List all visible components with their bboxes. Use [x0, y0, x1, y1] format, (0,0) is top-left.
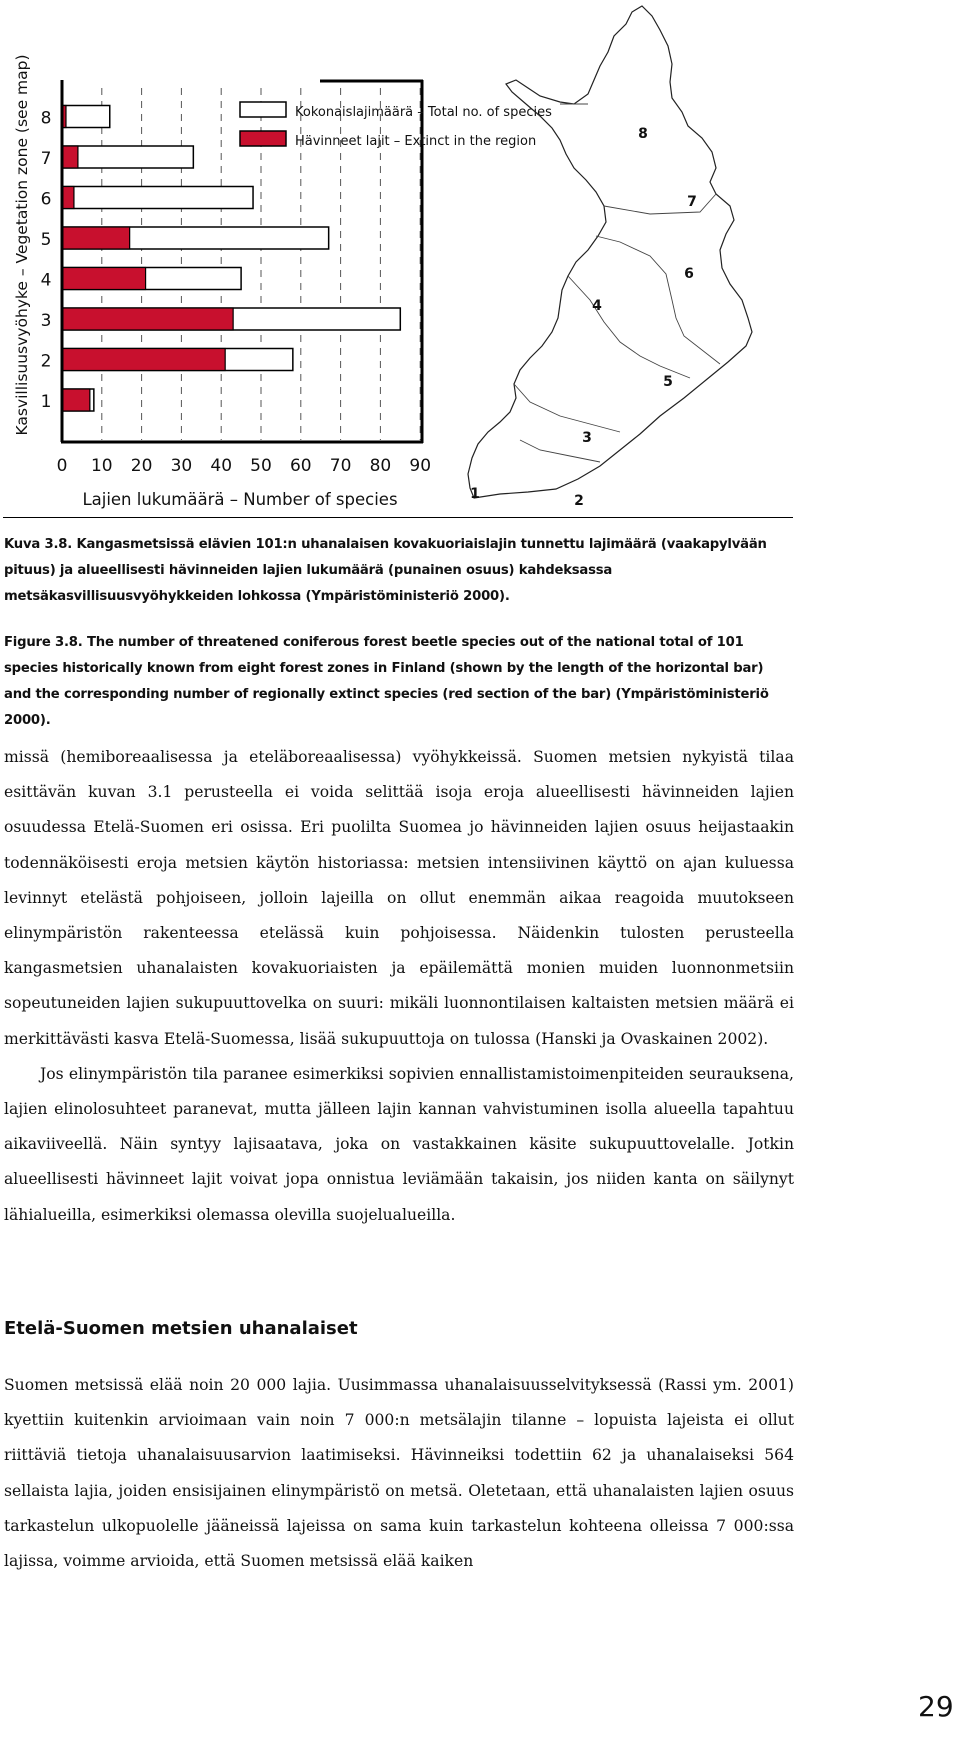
y-tick-labels: [41, 109, 52, 413]
bar-extinct-zone-4: [62, 268, 146, 290]
y-tick-label: 4: [40, 270, 52, 291]
legend-swatch-total: [240, 102, 286, 117]
caption-en-text: The number of threatened coniferous forest beetle species out of the national total of 101 species historically known from eight forest zones in Finland (shown by the length of the horizontal bar) and the corresponding number of regionally extinct species (red section of the bar) (Ympäristöministeriö 2000).: [4, 635, 769, 728]
section-paragraph-1: Suomen metsissä elää noin 20 000 lajia. Uusimmassa uhanalaisuusselvityksessä (Rassi ym. 2001) kyettiin kuitenkin arvioimaan vain noin 7 000:n metsälajin tilanne – lopuista lajeista ei ollut riittäviä tietoja uhanalaisuusarvion laatimiseksi. Hävinneiksi todettiin 62 ja uhanalaiseksi 564 sellaista lajia, joiden ensisijainen elinympäristö on metsä. Oletetaan, että uhanalaisten lajien osuus tarkastelun ulkopuolelle jääneissä lajeissa on sama kuin tarkastelun kohteena olleissa 7 000:ssa lajissa, voimme arvioida, että Suomen metsissä elää kaiken: [4, 1376, 794, 1571]
x-tick-label: 0: [56, 456, 68, 476]
legend-swatch-extinct: [240, 131, 286, 146]
body-paragraph-2: Jos elinympäristön tila paranee esimerkiksi sopivien ennallistamistoimenpiteiden seurauksena, lajien elinolosuhteet paranevat, mutta jälleen lajin kannan vahvistuminen isolla alueella tapahtuu aikaviiveellä. Näin syntyy lajisaatava, joka on vastakkainen käsite sukupuuttovelalle. Jotkin alueellisesti hävinneet lajit voivat jopa onnistua leviämään takaisin, jos niiden kanta on säilynyt lähialueilla, esimerkiksi olemassa olevilla suojelualueilla.: [4, 1064, 794, 1224]
bar-extinct-zone-7: [62, 146, 78, 168]
y-tick-label: 3: [40, 311, 52, 331]
x-tick-label: 80: [369, 456, 392, 476]
bar-chart: [13, 54, 552, 509]
bar-total-zone-7: [62, 146, 193, 168]
bar-total-zone-6: [62, 187, 253, 209]
page-number: 29: [918, 1690, 954, 1723]
bar-extinct-zone-5: [62, 227, 130, 249]
caption-fi: [4, 532, 794, 610]
finland-zone-map: [468, 6, 752, 509]
x-tick-label: 40: [210, 456, 233, 476]
legend: [240, 102, 552, 149]
map-zone-label-1: 1: [470, 486, 480, 502]
finland-outline: [468, 6, 752, 498]
legend-label-extinct: Hävinneet lajit – Extinct in the region: [295, 134, 537, 149]
map-zone-label-2: 2: [574, 493, 584, 509]
map-zone-label-6: 6: [684, 266, 694, 282]
legend-label-total: Kokonaislajimäärä – Total no. of species: [295, 105, 552, 120]
caption-en-label: Figure 3.8.: [4, 635, 83, 650]
bar-extinct-zone-2: [62, 349, 225, 371]
bar-total-zone-8: [62, 106, 110, 128]
x-tick-label: 50: [250, 456, 272, 476]
bar-extinct-zone-6: [62, 187, 74, 209]
y-tick-label: 2: [40, 351, 52, 372]
map-zone-label-7: 7: [687, 194, 697, 210]
x-tick-label: 60: [289, 456, 312, 476]
figure-3-8: [0, 0, 960, 520]
map-zone-label-8: 8: [638, 126, 648, 142]
bar-extinct-zone-1: [62, 389, 90, 411]
map-zone-labels: [470, 126, 697, 509]
caption-en: [4, 630, 794, 734]
y-axis-label: Kasvillisuusvyöhyke – Vegetation zone (see map): [13, 54, 31, 436]
map-zone-label-4: 4: [592, 298, 602, 314]
x-tick-label: 70: [329, 456, 352, 476]
y-tick-label: 8: [40, 108, 52, 129]
caption-fi-label: Kuva 3.8.: [4, 537, 73, 552]
y-tick-label: 5: [40, 230, 52, 250]
body-text: [4, 740, 794, 1233]
x-axis-label: Lajien lukumäärä – Number of species: [82, 490, 398, 509]
y-tick-label: 6: [40, 189, 52, 210]
y-tick-label: 1: [40, 392, 52, 412]
zone-boundaries: [514, 104, 720, 462]
map-zone-label-3: 3: [582, 430, 592, 446]
x-tick-label: 10: [90, 456, 113, 476]
map-zone-label-5: 5: [663, 374, 673, 390]
x-tick-label: 90: [409, 456, 432, 476]
body-paragraph-1: missä (hemiboreaalisessa ja eteläboreaalisessa) vyöhykkeissä. Suomen metsien nykyistä tilaa esittävän kuvan 3.1 perusteella ei voida selittää isoja eroja alueellisesti hävinneiden lajien osuudessa Etelä-Suomen eri osissa. Eri puolilta Suomea jo hävinneiden lajien osuus heijastaakin todennäköisesti eroja metsien käytön historiassa: metsien intensiivinen käyttö on ajan kuluessa levinnyt etelästä pohjoiseen, jolloin lajeilla on ollut enemmän aikaa reagoida muutokseen elinympäristön rakenteessa etelässä kuin pohjoisessa. Näidenkin tulosten perusteella kangasmetsien uhanalaisten kovakuoriaisten ja epäilemättä monien muiden luonnonmetsiin sopeutuneiden lajien sukupuuttovelka on suuri: mikäli luonnontilaisen kaltaisten metsien määrä ei merkittävästi kasva Etelä-Suomessa, lisää sukupuuttoja on tulossa (Hanski ja Ovaskainen 2002).: [4, 748, 794, 1048]
bar-extinct-zone-3: [62, 308, 233, 330]
section-body: [4, 1368, 794, 1579]
x-tick-label: 30: [170, 456, 193, 476]
x-tick-labels: [57, 456, 431, 476]
y-tick-label: 7: [40, 149, 52, 169]
caption-rule: [3, 517, 793, 518]
bars: [62, 106, 400, 412]
section-heading: Etelä-Suomen metsien uhanalaiset: [4, 1318, 358, 1339]
caption-fi-text: Kangasmetsissä elävien 101:n uhanalaisen kovakuoriaislajin tunnettu lajimäärä (vaakapylvään pituus) ja alueellisesti hävinneiden lajien lukumäärä (punainen osuus) kahdeksassa metsäkasvillisuusvyöhykkeiden lohkossa (Ympäristöministeriö 2000).: [4, 537, 767, 604]
x-tick-label: 20: [130, 456, 153, 476]
